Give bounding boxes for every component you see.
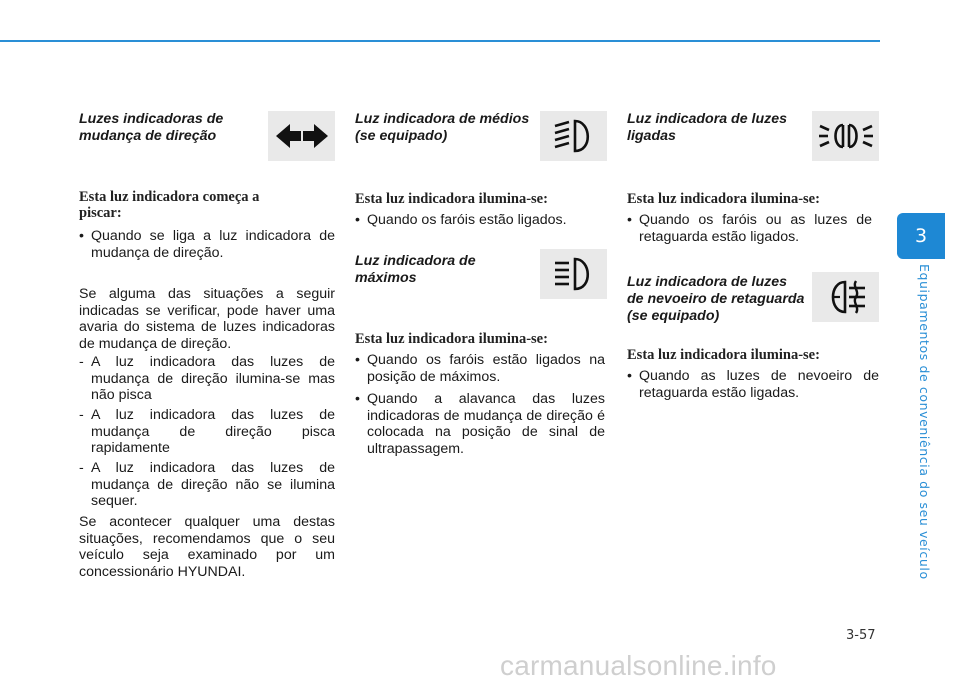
- heading-low-beam: Luz indicadora de médios (se equipado): [355, 111, 530, 144]
- lead-text: Esta luz indicadora começa a piscar:: [79, 189, 260, 221]
- chapter-number-tab: 3: [897, 213, 945, 259]
- header-rule: [0, 40, 880, 42]
- list-item: • Quando os faróis ou as luzes de retaguarda estão ligados.: [627, 212, 872, 245]
- lead-text: Esta luz indicadora ilumina-se:: [627, 347, 820, 363]
- low-beam-icon: [540, 111, 607, 161]
- heading-turn-signal: Luzes indicadoras de mudança de direção: [79, 111, 224, 144]
- lead-text: Esta luz indicadora ilumina-se:: [355, 331, 548, 347]
- lead-text: Esta luz indicadora ilumina-se:: [627, 191, 820, 207]
- list-item: - A luz indicadora das luzes de mudança de direção não se ilumina sequer.: [79, 460, 335, 509]
- paragraph: Se alguma das situações a seguir indicadas se verificar, pode haver uma avaria do sistema de luzes indicadoras de mudança de direção.: [79, 286, 335, 352]
- turn-signal-arrows-icon: [268, 111, 335, 161]
- page-number: 3-57: [846, 628, 876, 643]
- list-item: • Quando os faróis estão ligados.: [355, 212, 567, 228]
- lead-text: Esta luz indicadora ilumina-se:: [355, 191, 548, 207]
- list-item: • Quando as luzes de nevoeiro de retaguarda estão ligadas.: [627, 368, 879, 401]
- chapter-title: Equipamentos de conveniência do seu veículo: [917, 264, 932, 580]
- watermark: carmanualsonline.info: [500, 650, 777, 681]
- paragraph: Se acontecer qualquer uma destas situações, recomendamos que o seu veículo seja examinado por um concessionário HYUNDAI.: [79, 514, 335, 580]
- high-beam-icon: [540, 249, 607, 299]
- list-item: • Quando se liga a luz indicadora de mudança de direção.: [79, 228, 335, 261]
- list-item: - A luz indicadora das luzes de mudança de direção ilumina-se mas não pisca: [79, 354, 335, 403]
- list-item: • Quando os faróis estão ligados na posição de máximos.: [355, 352, 605, 385]
- heading-rear-fog: Luz indicadora de luzes de nevoeiro de retaguarda (se equipado): [627, 274, 805, 324]
- list-item: - A luz indicadora das luzes de mudança de direção pisca rapidamente: [79, 407, 335, 456]
- heading-high-beam: Luz indicadora de máximos: [355, 253, 476, 286]
- rear-fog-light-icon: [812, 272, 879, 322]
- list-item: • Quando a alavanca das luzes indicadoras de mudança de direção é colocada na posição de sinal de ultrapassagem.: [355, 391, 605, 457]
- heading-position-lights: Luz indicadora de luzes ligadas: [627, 111, 788, 144]
- position-lights-icon: [812, 111, 879, 161]
